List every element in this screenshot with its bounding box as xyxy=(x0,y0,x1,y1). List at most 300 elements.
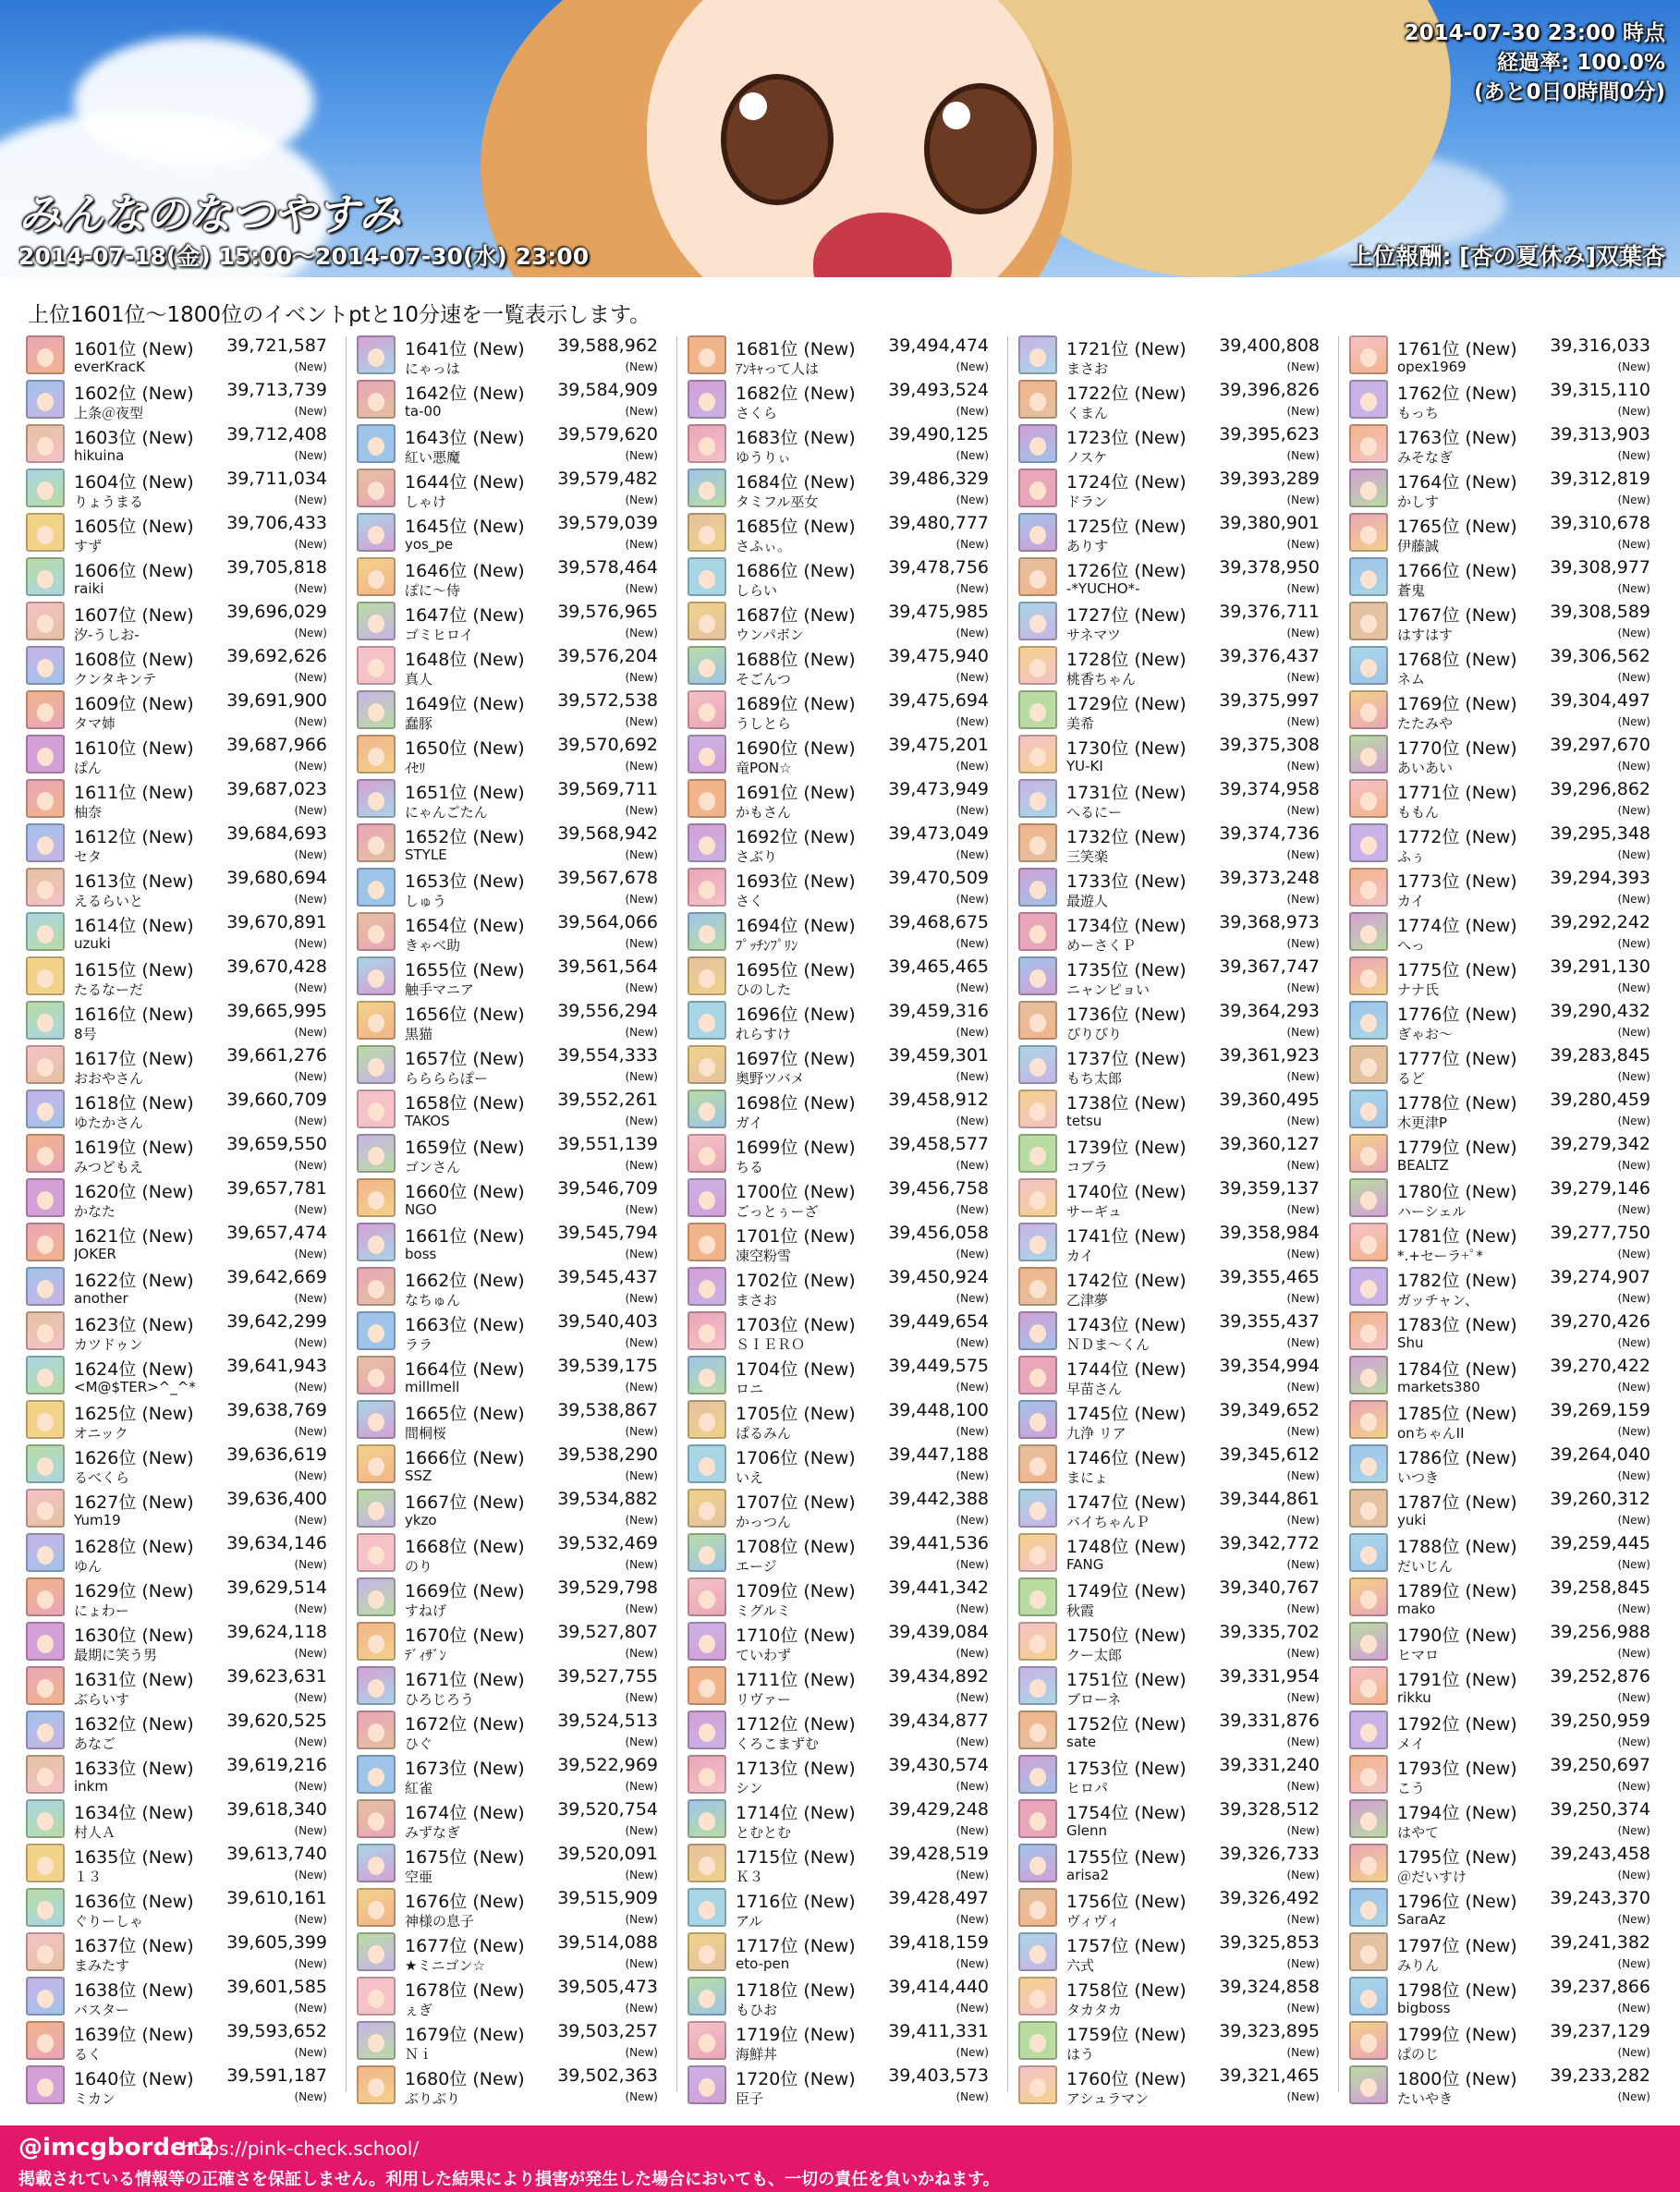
ranking-row[interactable] xyxy=(1345,1575,1663,1619)
top-reward: 上位報酬: [杏の夏休み]双葉杏 xyxy=(1349,243,1665,270)
ranking-row[interactable] xyxy=(684,1353,1002,1397)
avatar-face xyxy=(37,659,54,677)
ranking-row[interactable] xyxy=(1345,1663,1663,1708)
rank-label: 1732位 (New) xyxy=(1066,827,1187,847)
ten-minute-speed: (New) xyxy=(625,1824,658,1837)
ranking-row[interactable] xyxy=(353,466,671,510)
avatar-face xyxy=(368,1901,384,1919)
ranking-row[interactable] xyxy=(353,1974,671,2018)
ranking-row[interactable] xyxy=(1015,554,1333,599)
ranking-row[interactable] xyxy=(22,421,340,466)
ten-minute-speed: (New) xyxy=(956,493,989,506)
ranking-row[interactable] xyxy=(22,510,340,554)
ranking-row[interactable] xyxy=(1345,1131,1663,1175)
ranking-row[interactable] xyxy=(353,1220,671,1264)
ten-minute-speed: (New) xyxy=(625,893,658,906)
ten-minute-speed: (New) xyxy=(294,848,327,861)
rank-label: 1775位 (New) xyxy=(1397,960,1517,980)
ranking-row[interactable] xyxy=(1345,333,1663,377)
ranking-row[interactable] xyxy=(684,1752,1002,1796)
ranking-row[interactable] xyxy=(1345,643,1663,688)
ranking-row[interactable] xyxy=(353,377,671,421)
ranking-row[interactable] xyxy=(1015,333,1333,377)
ten-minute-speed: (New) xyxy=(1617,627,1650,639)
ten-minute-speed: (New) xyxy=(956,1469,989,1482)
ranking-row[interactable] xyxy=(684,1885,1002,1930)
ranking-row[interactable] xyxy=(353,421,671,466)
avatar-face xyxy=(37,615,54,633)
ranking-row[interactable] xyxy=(22,2018,340,2063)
ten-minute-speed: (New) xyxy=(294,1691,327,1704)
idol-avatar xyxy=(26,646,65,685)
ranking-row[interactable] xyxy=(1345,510,1663,554)
rank-label: 1774位 (New) xyxy=(1397,916,1517,936)
ranking-row[interactable] xyxy=(22,1175,340,1220)
ranking-row[interactable] xyxy=(684,1175,1002,1220)
rank-label: 1748位 (New) xyxy=(1066,1537,1187,1557)
ranking-row[interactable] xyxy=(1345,466,1663,510)
ranking-row[interactable] xyxy=(1015,776,1333,821)
ranking-row[interactable] xyxy=(684,1575,1002,1619)
ranking-row[interactable] xyxy=(1015,1575,1333,1619)
ranking-row[interactable] xyxy=(22,377,340,421)
ranking-row[interactable] xyxy=(353,1619,671,1663)
ranking-row[interactable] xyxy=(1345,954,1663,998)
ranking-row[interactable] xyxy=(1345,1486,1663,1530)
ranking-row[interactable] xyxy=(684,688,1002,732)
ranking-row[interactable] xyxy=(684,2063,1002,2107)
ranking-row[interactable] xyxy=(1345,421,1663,466)
ranking-row[interactable] xyxy=(1015,732,1333,776)
ranking-row[interactable] xyxy=(22,1974,340,2018)
ranking-row[interactable] xyxy=(1345,1175,1663,1220)
ranking-row[interactable] xyxy=(22,1264,340,1309)
rank-label: 1627位 (New) xyxy=(74,1492,194,1513)
ranking-row[interactable] xyxy=(22,1131,340,1175)
ranking-row[interactable] xyxy=(353,1885,671,1930)
ranking-row[interactable] xyxy=(1345,2063,1663,2107)
avatar-face xyxy=(37,1546,54,1565)
ranking-row[interactable] xyxy=(1345,688,1663,732)
ranking-row[interactable] xyxy=(684,1264,1002,1309)
ranking-row[interactable] xyxy=(353,1796,671,1841)
ranking-row[interactable] xyxy=(1345,1087,1663,1131)
player-name: ひのした xyxy=(736,981,792,998)
ranking-row[interactable] xyxy=(684,821,1002,865)
ranking-row[interactable] xyxy=(1345,554,1663,599)
ranking-row[interactable] xyxy=(684,1131,1002,1175)
ranking-row[interactable] xyxy=(1015,1220,1333,1264)
ranking-row[interactable] xyxy=(684,2018,1002,2063)
ranking-row[interactable] xyxy=(22,1309,340,1353)
ranking-row[interactable] xyxy=(22,732,340,776)
rank-label: 1792位 (New) xyxy=(1397,1714,1517,1735)
site-handle[interactable]: @imcgborder2 xyxy=(18,2134,215,2162)
idol-avatar xyxy=(688,1844,726,1882)
ranking-row[interactable] xyxy=(1345,909,1663,954)
ranking-row[interactable] xyxy=(1345,1974,1663,2018)
ranking-row[interactable] xyxy=(684,1708,1002,1752)
ranking-row[interactable] xyxy=(22,1575,340,1619)
rank-label: 1609位 (New) xyxy=(74,694,194,714)
ranking-row[interactable] xyxy=(22,1397,340,1442)
ranking-row[interactable] xyxy=(1015,1486,1333,1530)
ranking-row[interactable] xyxy=(353,333,671,377)
ranking-row[interactable] xyxy=(1345,1442,1663,1486)
ranking-row[interactable] xyxy=(684,377,1002,421)
event-points: 39,634,146 xyxy=(226,1533,327,1553)
ranking-row[interactable] xyxy=(22,1841,340,1885)
ranking-row[interactable] xyxy=(353,1442,671,1486)
avatar-face xyxy=(1029,1857,1046,1875)
idol-avatar xyxy=(688,1178,726,1217)
ranking-row[interactable] xyxy=(1015,510,1333,554)
ranking-row[interactable] xyxy=(1015,1175,1333,1220)
ranking-row[interactable] xyxy=(1015,1885,1333,1930)
ranking-row[interactable] xyxy=(353,1930,671,1974)
event-points: 39,670,428 xyxy=(226,956,327,977)
ten-minute-speed: (New) xyxy=(1286,760,1320,773)
player-name: ゴンさん xyxy=(405,1159,461,1175)
rank-label: 1689位 (New) xyxy=(736,694,856,714)
ten-minute-speed: (New) xyxy=(294,1602,327,1615)
ranking-row[interactable] xyxy=(1015,466,1333,510)
avatar-face xyxy=(368,1014,384,1032)
player-name: 六式 xyxy=(1066,1957,1095,1974)
ten-minute-speed: (New) xyxy=(1286,1735,1320,1748)
site-url[interactable]: https://pink-check.school/ xyxy=(181,2137,420,2160)
ten-minute-speed: (New) xyxy=(1286,1336,1320,1349)
event-points: 39,376,437 xyxy=(1219,646,1320,666)
avatar-face xyxy=(1029,1457,1046,1476)
ranking-row[interactable] xyxy=(1015,1397,1333,1442)
ranking-row[interactable] xyxy=(353,643,671,688)
idol-avatar xyxy=(357,1001,396,1040)
ranking-row[interactable] xyxy=(684,1619,1002,1663)
ranking-row[interactable] xyxy=(684,1087,1002,1131)
ranking-row[interactable] xyxy=(22,554,340,599)
ranking-row[interactable] xyxy=(353,599,671,643)
event-points: 39,331,954 xyxy=(1219,1666,1320,1687)
ranking-row[interactable] xyxy=(353,1663,671,1708)
ranking-row[interactable] xyxy=(1345,1397,1663,1442)
ranking-row[interactable] xyxy=(1015,1663,1333,1708)
idol-avatar xyxy=(688,646,726,685)
ranking-row[interactable] xyxy=(22,643,340,688)
ranking-row[interactable] xyxy=(22,333,340,377)
ranking-row[interactable] xyxy=(1015,377,1333,421)
ranking-row[interactable] xyxy=(353,865,671,909)
ranking-row[interactable] xyxy=(353,1841,671,1885)
ranking-row[interactable] xyxy=(22,1442,340,1486)
ranking-row[interactable] xyxy=(353,776,671,821)
event-points: 39,292,242 xyxy=(1550,912,1650,932)
ranking-row[interactable] xyxy=(22,1796,340,1841)
ranking-row[interactable] xyxy=(1345,1708,1663,1752)
ranking-row[interactable] xyxy=(1015,421,1333,466)
ranking-row[interactable] xyxy=(1015,909,1333,954)
ranking-row[interactable] xyxy=(1015,1530,1333,1575)
ten-minute-speed: (New) xyxy=(956,1735,989,1748)
ranking-row[interactable] xyxy=(22,1619,340,1663)
ranking-row[interactable] xyxy=(684,554,1002,599)
player-name: いえ xyxy=(736,1469,764,1486)
ranking-row[interactable] xyxy=(22,1708,340,1752)
ranking-row[interactable] xyxy=(684,510,1002,554)
idol-avatar xyxy=(1349,779,1388,818)
ranking-row[interactable] xyxy=(22,1752,340,1796)
ranking-row[interactable] xyxy=(1345,1930,1663,1974)
ranking-row[interactable] xyxy=(353,2063,671,2107)
ranking-row[interactable] xyxy=(684,1930,1002,1974)
ten-minute-speed: (New) xyxy=(625,360,658,373)
player-name: ぱるみん xyxy=(736,1425,792,1442)
ranking-row[interactable] xyxy=(22,909,340,954)
ranking-row[interactable] xyxy=(1345,1264,1663,1309)
disclaimer: 掲載されている情報等の正確さを保証しません。利用した結果により損害が発生した場合においても、一切の責任を負いかねます。 xyxy=(18,2170,1000,2189)
event-points: 39,620,525 xyxy=(226,1711,327,1731)
ranking-row[interactable] xyxy=(353,1530,671,1575)
event-points: 39,297,670 xyxy=(1550,735,1650,755)
event-points: 39,325,853 xyxy=(1219,1932,1320,1953)
ranking-row[interactable] xyxy=(1345,1885,1663,1930)
ranking-row[interactable] xyxy=(1345,865,1663,909)
avatar-face xyxy=(699,1502,715,1520)
ranking-row[interactable] xyxy=(1015,954,1333,998)
ranking-row[interactable] xyxy=(22,1353,340,1397)
idol-avatar xyxy=(688,380,726,419)
footer xyxy=(0,2125,1680,2192)
ranking-row[interactable] xyxy=(684,1220,1002,1264)
ranking-row[interactable] xyxy=(684,1796,1002,1841)
player-name: たるなーだ xyxy=(74,981,144,998)
ranking-row[interactable] xyxy=(1015,643,1333,688)
idol-avatar xyxy=(26,1400,65,1439)
ranking-row[interactable] xyxy=(353,510,671,554)
ranking-row[interactable] xyxy=(22,1220,340,1264)
ranking-row[interactable] xyxy=(353,1131,671,1175)
ranking-row[interactable] xyxy=(22,2063,340,2107)
ranking-row[interactable] xyxy=(1015,1841,1333,1885)
ranking-row[interactable] xyxy=(353,1708,671,1752)
event-points: 39,490,125 xyxy=(888,424,989,444)
ten-minute-speed: (New) xyxy=(956,405,989,418)
rank-label: 1762位 (New) xyxy=(1397,384,1517,404)
ranking-row[interactable] xyxy=(684,599,1002,643)
rank-label: 1662位 (New) xyxy=(405,1271,525,1291)
ranking-row[interactable] xyxy=(353,821,671,865)
ranking-row[interactable] xyxy=(1015,821,1333,865)
ranking-row[interactable] xyxy=(1015,1353,1333,1397)
ranking-row[interactable] xyxy=(684,998,1002,1042)
ranking-row[interactable] xyxy=(684,1974,1002,2018)
ranking-row[interactable] xyxy=(1345,2018,1663,2063)
ranking-row[interactable] xyxy=(684,954,1002,998)
ranking-row[interactable] xyxy=(1015,1930,1333,1974)
ten-minute-speed: (New) xyxy=(956,671,989,684)
ranking-row[interactable] xyxy=(1345,998,1663,1042)
ranking-row[interactable] xyxy=(22,1885,340,1930)
ranking-row[interactable] xyxy=(1345,821,1663,865)
ranking-row[interactable] xyxy=(1345,1353,1663,1397)
player-name: ナナ氏 xyxy=(1397,981,1440,998)
ranking-row[interactable] xyxy=(684,1663,1002,1708)
ranking-row[interactable] xyxy=(1345,732,1663,776)
ranking-row[interactable] xyxy=(1015,865,1333,909)
idol-avatar xyxy=(1018,1977,1057,2015)
ranking-row[interactable] xyxy=(22,776,340,821)
ranking-row[interactable] xyxy=(1015,1042,1333,1087)
ranking-row[interactable] xyxy=(22,466,340,510)
avatar-face xyxy=(1360,437,1377,456)
avatar-face xyxy=(699,570,715,589)
ranking-row[interactable] xyxy=(1015,1131,1333,1175)
event-points: 39,569,711 xyxy=(557,779,658,799)
ranking-row[interactable] xyxy=(22,954,340,998)
ranking-row[interactable] xyxy=(353,1353,671,1397)
ranking-row[interactable] xyxy=(684,1397,1002,1442)
ranking-row[interactable] xyxy=(1015,1442,1333,1486)
ranking-row[interactable] xyxy=(1345,1042,1663,1087)
ranking-row[interactable] xyxy=(1015,2018,1333,2063)
ranking-row[interactable] xyxy=(1015,1796,1333,1841)
ranking-row[interactable] xyxy=(1345,776,1663,821)
ranking-row[interactable] xyxy=(353,998,671,1042)
ranking-row[interactable] xyxy=(684,1042,1002,1087)
ranking-row[interactable] xyxy=(684,909,1002,954)
player-name: カイ xyxy=(1066,1248,1094,1264)
event-points: 39,430,574 xyxy=(888,1755,989,1775)
ranking-row[interactable] xyxy=(684,333,1002,377)
ranking-row[interactable] xyxy=(353,2018,671,2063)
player-name: ニャンピョい xyxy=(1066,981,1150,998)
ranking-row[interactable] xyxy=(1015,599,1333,643)
ranking-row[interactable] xyxy=(1345,1220,1663,1264)
ranking-row[interactable] xyxy=(684,865,1002,909)
ranking-row[interactable] xyxy=(22,599,340,643)
ranking-row[interactable] xyxy=(1015,1708,1333,1752)
avatar-face xyxy=(699,2034,715,2052)
ranking-row[interactable] xyxy=(22,1087,340,1131)
ranking-row[interactable] xyxy=(22,1042,340,1087)
ranking-row[interactable] xyxy=(353,954,671,998)
ranking-row[interactable] xyxy=(684,1841,1002,1885)
ranking-row[interactable] xyxy=(1345,1309,1663,1353)
ranking-row[interactable] xyxy=(1015,998,1333,1042)
ranking-row[interactable] xyxy=(684,1309,1002,1353)
event-points: 39,539,175 xyxy=(557,1356,658,1376)
idol-avatar xyxy=(26,1178,65,1217)
ranking-row[interactable] xyxy=(1015,1619,1333,1663)
ten-minute-speed: (New) xyxy=(1617,1913,1650,1926)
ranking-row[interactable] xyxy=(1015,2063,1333,2107)
avatar-face xyxy=(1029,1058,1046,1077)
ranking-row[interactable] xyxy=(353,1264,671,1309)
ranking-row[interactable] xyxy=(22,1930,340,1974)
avatar-face xyxy=(368,1812,384,1831)
ranking-row[interactable] xyxy=(1015,1309,1333,1353)
ranking-row[interactable] xyxy=(353,688,671,732)
ranking-row[interactable] xyxy=(22,1486,340,1530)
ranking-row[interactable] xyxy=(353,1575,671,1619)
event-points: 39,250,959 xyxy=(1550,1711,1650,1731)
ranking-row[interactable] xyxy=(1345,1752,1663,1796)
ranking-row[interactable] xyxy=(684,421,1002,466)
rank-label: 1637位 (New) xyxy=(74,1936,194,1956)
ranking-row[interactable] xyxy=(353,1486,671,1530)
ranking-row[interactable] xyxy=(684,466,1002,510)
ranking-row[interactable] xyxy=(353,554,671,599)
ranking-row[interactable] xyxy=(22,998,340,1042)
ranking-row[interactable] xyxy=(22,865,340,909)
ranking-column xyxy=(22,333,340,2107)
rank-label: 1728位 (New) xyxy=(1066,650,1187,670)
ranking-row[interactable] xyxy=(1345,377,1663,421)
ranking-row[interactable] xyxy=(684,732,1002,776)
player-name: *.+セーラ+ﾟ* xyxy=(1397,1248,1483,1264)
ranking-row[interactable] xyxy=(1345,1530,1663,1575)
ranking-row[interactable] xyxy=(1015,1974,1333,2018)
ranking-row[interactable] xyxy=(1345,1619,1663,1663)
ranking-row[interactable] xyxy=(1345,1796,1663,1841)
ranking-row[interactable] xyxy=(353,1087,671,1131)
ranking-row[interactable] xyxy=(684,643,1002,688)
ranking-row[interactable] xyxy=(22,1530,340,1575)
rank-label: 1622位 (New) xyxy=(74,1271,194,1291)
ranking-row[interactable] xyxy=(684,1530,1002,1575)
ten-minute-speed: (New) xyxy=(1617,804,1650,817)
rank-label: 1630位 (New) xyxy=(74,1626,194,1646)
rank-label: 1789位 (New) xyxy=(1397,1581,1517,1601)
ranking-row[interactable] xyxy=(1015,1264,1333,1309)
ranking-row[interactable] xyxy=(353,1042,671,1087)
player-name: ひろじろう xyxy=(405,1691,475,1708)
player-name: １３ xyxy=(74,1869,103,1885)
ranking-row[interactable] xyxy=(353,909,671,954)
ranking-row[interactable] xyxy=(684,1486,1002,1530)
ranking-row[interactable] xyxy=(684,776,1002,821)
player-name: arisa2 xyxy=(1066,1867,1110,1883)
player-name: ぎゃお～ xyxy=(1397,1026,1454,1042)
avatar-face xyxy=(368,836,384,855)
ranking-row[interactable] xyxy=(353,1397,671,1442)
ranking-row[interactable] xyxy=(353,1752,671,1796)
ranking-row[interactable] xyxy=(353,732,671,776)
event-points: 39,310,678 xyxy=(1550,513,1650,533)
ranking-row[interactable] xyxy=(22,1663,340,1708)
rank-label: 1638位 (New) xyxy=(74,1980,194,2001)
player-name: SaraAz xyxy=(1397,1911,1446,1928)
avatar-face xyxy=(1360,1546,1377,1565)
event-points: 39,712,408 xyxy=(226,424,327,444)
rank-label: 1759位 (New) xyxy=(1066,2025,1187,2045)
rank-label: 1761位 (New) xyxy=(1397,339,1517,359)
ranking-row[interactable] xyxy=(1015,688,1333,732)
ranking-row[interactable] xyxy=(684,1442,1002,1486)
idol-avatar xyxy=(357,1045,396,1084)
ranking-row[interactable] xyxy=(1015,1752,1333,1796)
ranking-row[interactable] xyxy=(353,1175,671,1220)
ranking-row[interactable] xyxy=(1345,599,1663,643)
player-name: さく xyxy=(736,893,764,909)
ranking-row[interactable] xyxy=(22,688,340,732)
avatar-face xyxy=(1360,659,1377,677)
ranking-row[interactable] xyxy=(353,1309,671,1353)
ranking-row[interactable] xyxy=(1015,1087,1333,1131)
ranking-row[interactable] xyxy=(1345,1841,1663,1885)
event-points: 39,358,984 xyxy=(1219,1223,1320,1243)
ranking-row[interactable] xyxy=(22,821,340,865)
